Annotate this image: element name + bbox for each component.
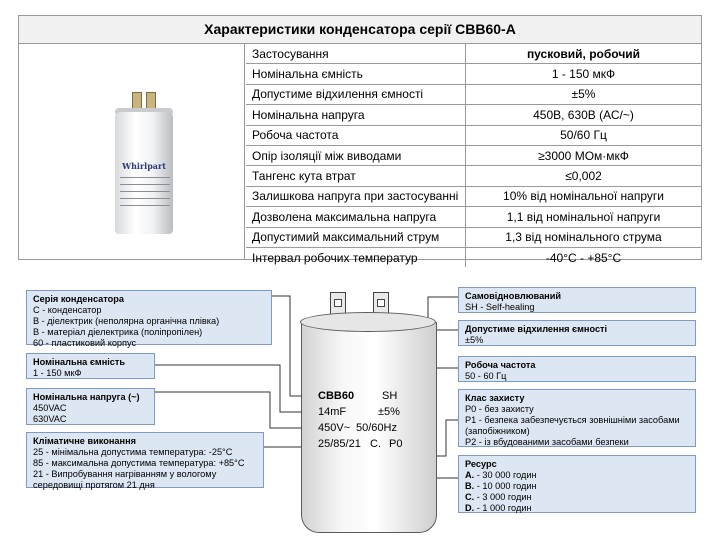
box-capacitance (26, 353, 155, 379)
spec-value: 1 - 150 мкФ (466, 64, 702, 84)
table-title: Характеристики конденсатора серії CBB60-A (19, 16, 701, 44)
box-line: середовищі протягом 21 дня (33, 480, 155, 490)
box-title: Номінальна напруга (~) (33, 392, 140, 402)
resource-item (465, 481, 689, 492)
box-line: 450VAC (33, 403, 67, 413)
box-line: 1 - 150 мкФ (33, 368, 82, 378)
marking-resource: C. (370, 438, 381, 450)
marking-voltage: 450V~ (318, 422, 351, 434)
spec-label: Залишкова напруга при застосуванні (246, 186, 466, 206)
box-line: С - конденсатор (33, 305, 102, 315)
box-line: 25 - мінімальна допустима температура: -25°C (33, 447, 233, 457)
resource-item (465, 492, 689, 503)
spec-label: Допустимий максимальний струм (246, 227, 466, 247)
spec-label: Інтервал робочих температур (246, 247, 466, 267)
spec-value: -40°C - +85°C (545, 250, 622, 265)
resource-key: A. (465, 470, 475, 480)
box-line: P1 - безпека забезпечується зовнішніми засобами (465, 415, 680, 425)
marking-protection: P0 (389, 438, 403, 450)
box-title: Допустиме відхилення ємності (465, 324, 608, 334)
box-line: В - матеріал діелектрика (поліпропілен) (33, 327, 203, 337)
box-line: 85 - максимальна допустима температура: +85°C (33, 458, 245, 468)
box-resource (458, 455, 696, 513)
capacitor-brand: Whirlpart (122, 161, 166, 171)
spec-label: Тангенс кута втрат (246, 166, 466, 186)
box-voltage (26, 388, 155, 425)
marking-series: CBB60 (318, 390, 355, 402)
resource-key: D. (465, 503, 475, 513)
box-line: SH - Self-healing (465, 302, 535, 312)
spec-value: 450В, 630В (АС/~) (466, 105, 702, 125)
spec-label: Номінальна ємність (246, 64, 466, 84)
box-line: В - діелектрик (неполярна органічна плівка) (33, 316, 220, 326)
marking-frequency: 50/60Hz (356, 422, 397, 434)
resource-text: - 1 000 годин (474, 503, 532, 513)
spec-value: 1,1 від номінальної напруги (466, 207, 702, 227)
box-self-healing (458, 287, 696, 313)
resource-item (465, 470, 689, 481)
spec-value: 1,3 від номінального струма (466, 227, 702, 247)
spec-value: ±5% (466, 84, 702, 104)
spec-label: Допустиме відхилення ємності (246, 84, 466, 104)
box-line: 60 - пластиковий корпус (33, 338, 137, 348)
box-title: Робоча частота (465, 360, 536, 370)
resource-key: C. (465, 492, 475, 502)
box-tolerance (458, 320, 696, 346)
box-frequency (458, 356, 696, 382)
spec-value: ≤0,002 (466, 166, 702, 186)
box-title: Ресурс (465, 459, 497, 469)
resource-item (465, 503, 689, 514)
marking-climate: 25/85/21 (318, 438, 361, 450)
marking-sh: SH (382, 390, 398, 402)
box-climate (26, 432, 264, 488)
resource-text: - 10 000 годин (474, 481, 537, 491)
box-title: Кліматичне виконання (33, 436, 136, 446)
spec-value: 50/60 Гц (466, 125, 702, 145)
box-title: Самовідновлюваний (465, 291, 562, 301)
marking-tolerance: ±5% (378, 406, 400, 418)
box-line: 50 - 60 Гц (465, 371, 507, 381)
capacitor-diagram-top (300, 312, 436, 332)
box-title: Серія конденсатора (33, 294, 124, 304)
spec-label: Робоча частота (246, 125, 466, 145)
spec-label: Номінальна напруга (246, 105, 466, 125)
marking-capacitance: 14mF (318, 406, 347, 418)
spec-label: Опір ізоляції між виводами (246, 145, 466, 165)
box-protection (458, 389, 696, 447)
box-line: (запобіжником) (465, 426, 530, 436)
spec-value: 10% від номінальної напруги (466, 186, 702, 206)
spec-value: ≥3000 МОм·мкФ (466, 145, 702, 165)
box-line: ±5% (465, 335, 484, 345)
box-line: 630VAC (33, 414, 67, 424)
box-series (26, 290, 272, 348)
box-line: P2 - із вбудованими засобами безпеки (465, 437, 629, 447)
spec-label: Застосування (246, 44, 466, 64)
box-line: P0 - без захисту (465, 404, 534, 414)
spec-label: Дозволена максимальна напруга (246, 207, 466, 227)
box-title: Клас захисту (465, 393, 525, 403)
resource-key: B. (465, 481, 475, 491)
resource-text: - 30 000 годин (474, 470, 537, 480)
spec-value: пусковий, робочий (466, 44, 702, 64)
box-title: Номінальна ємність (33, 357, 126, 367)
resource-text: - 3 000 годин (474, 492, 532, 502)
box-line: 21 - Випробування нагріванням у вологому (33, 469, 217, 479)
